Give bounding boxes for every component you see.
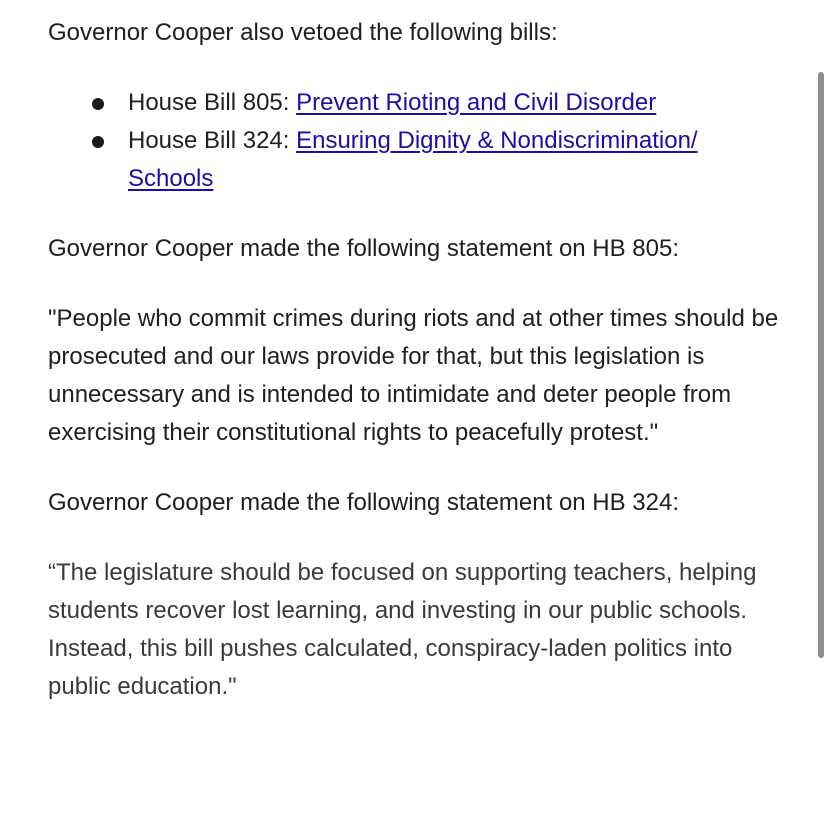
list-item	[48, 84, 788, 122]
list-item	[48, 122, 788, 198]
bill-label: House Bill 324:	[128, 127, 297, 154]
bill-324-link[interactable]: Ensuring Dignity & Nondiscrimination/ Schools	[128, 127, 698, 192]
bill-label: House Bill 805:	[128, 89, 297, 116]
intro-paragraph: Governor Cooper also vetoed the following bills:	[48, 19, 558, 46]
vetoed-bills-list	[48, 84, 788, 198]
statement-324-quote: “The legislature should be focused on supporting teachers, helping students recover lost learning, and investing in our public schools. Instead, this bill pushes calculated, conspiracy-laden politics into public education."	[48, 559, 757, 700]
statement-324-intro: Governor Cooper made the following statement on HB 324:	[48, 489, 680, 516]
scrollbar[interactable]	[818, 72, 824, 658]
bullet-icon	[92, 136, 104, 148]
statement-805-intro: Governor Cooper made the following statement on HB 805:	[48, 235, 680, 262]
bill-805-link[interactable]: Prevent Rioting and Civil Disorder	[296, 89, 657, 116]
bullet-icon	[92, 98, 104, 110]
article-body	[48, 14, 788, 738]
statement-805-quote: "People who commit crimes during riots and at other times should be prosecuted and our laws provide for that, but this legislation is unnecessary and is intended to intimidate and deter people from exercising their constitutional rights to peacefully protest."	[48, 305, 779, 446]
